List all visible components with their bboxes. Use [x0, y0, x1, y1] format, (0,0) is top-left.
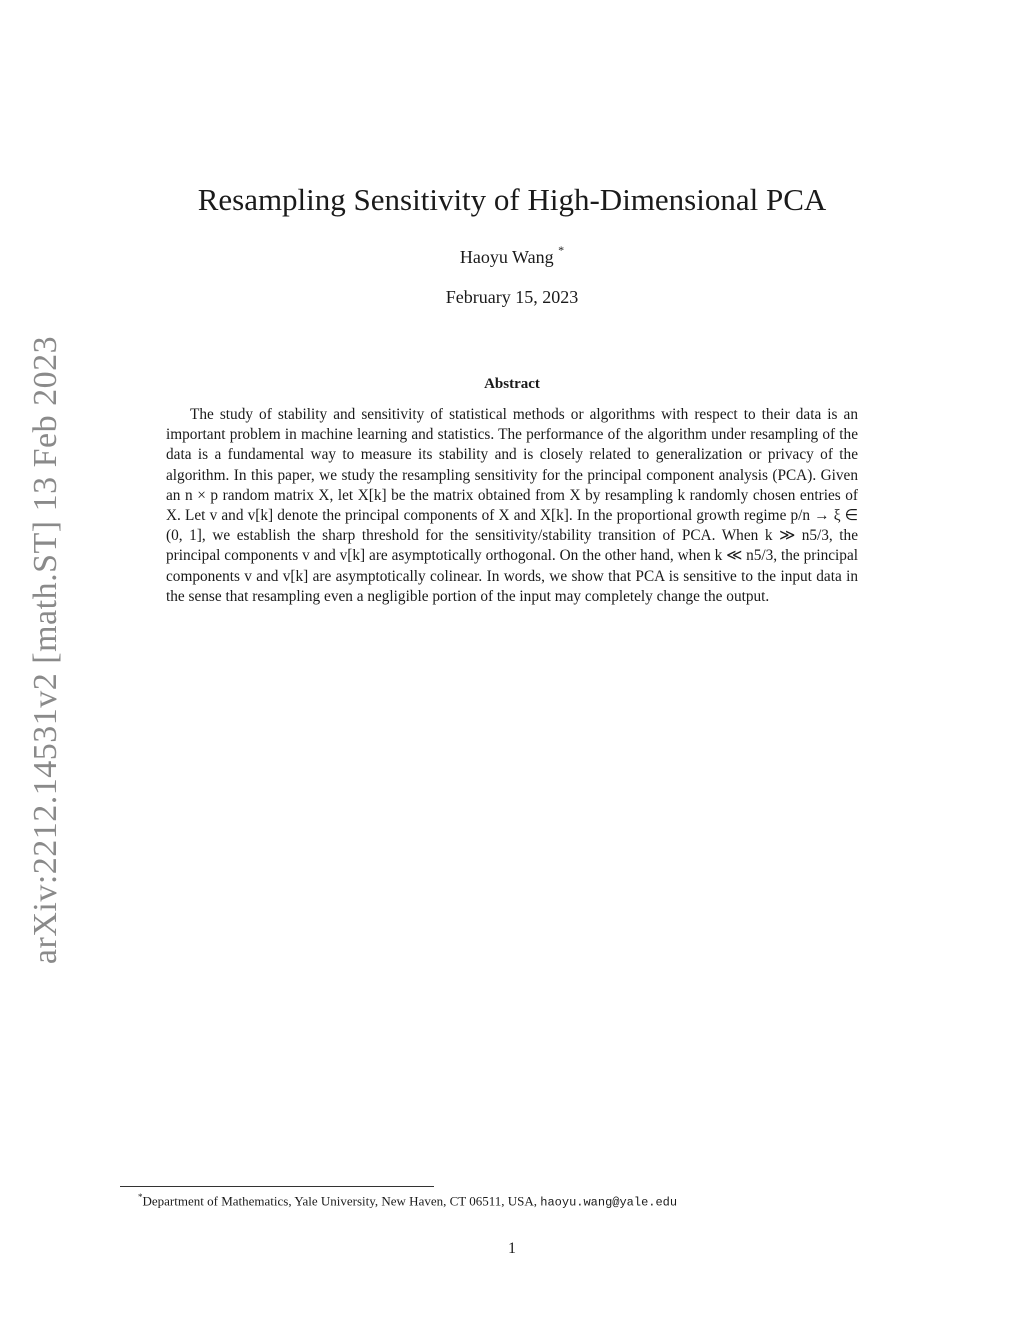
- arxiv-identifier-stamp: [16, 335, 76, 965]
- author-line: [0, 245, 1024, 268]
- author-name: Haoyu Wang: [459, 247, 554, 267]
- paper-title: Resampling Sensitivity of High-Dimensional PCA: [197, 182, 827, 217]
- arxiv-identifier-text: arXiv:2212.14531v2 [math.ST] 13 Feb 2023: [27, 335, 65, 965]
- footnote: [138, 1192, 677, 1209]
- author-footnote-marker: *: [558, 243, 565, 257]
- page-number: 1: [508, 1240, 516, 1257]
- footnote-marker: *: [138, 1192, 143, 1202]
- footnote-divider: [120, 1186, 434, 1187]
- abstract-heading: Abstract: [484, 376, 540, 392]
- footnote-affiliation: Department of Mathematics, Yale University, New Haven, CT 06511, USA,: [142, 1193, 538, 1209]
- author-email-link[interactable]: haoyu.wang@yale.edu: [540, 1195, 678, 1210]
- paper-date: February 15, 2023: [445, 287, 579, 307]
- abstract-body: The study of stability and sensitivity of statistical methods or algorithms with respect to their data is an important problem in machine learning and statistics. The performance of the algorithm under resampling of the data is a fundamental way to measure its stability and is closely related to generalization or privacy of the algorithm. In this paper, we study the resampling sensitivity for the principal component analysis (PCA). Given an n × p random matrix X, let X[k] be the matrix obtained from X by resampling k randomly chosen entries of X. Let v and v[k] denote the principal components of X and X[k]. In the proportional growth regime p/n → ξ ∈ (0, 1], we establish the sharp threshold for the sensitivity/stability transition of PCA. When k ≫ n5/3, the principal components v and v[k] are asymptotically orthogonal. On the other hand, when k ≪ n5/3, the principal components v and v[k] are asymptotically colinear. In words, we show that PCA is sensitive to the input data in the sense that resampling even a negligible portion of the input may completely change the output.: [166, 406, 858, 605]
